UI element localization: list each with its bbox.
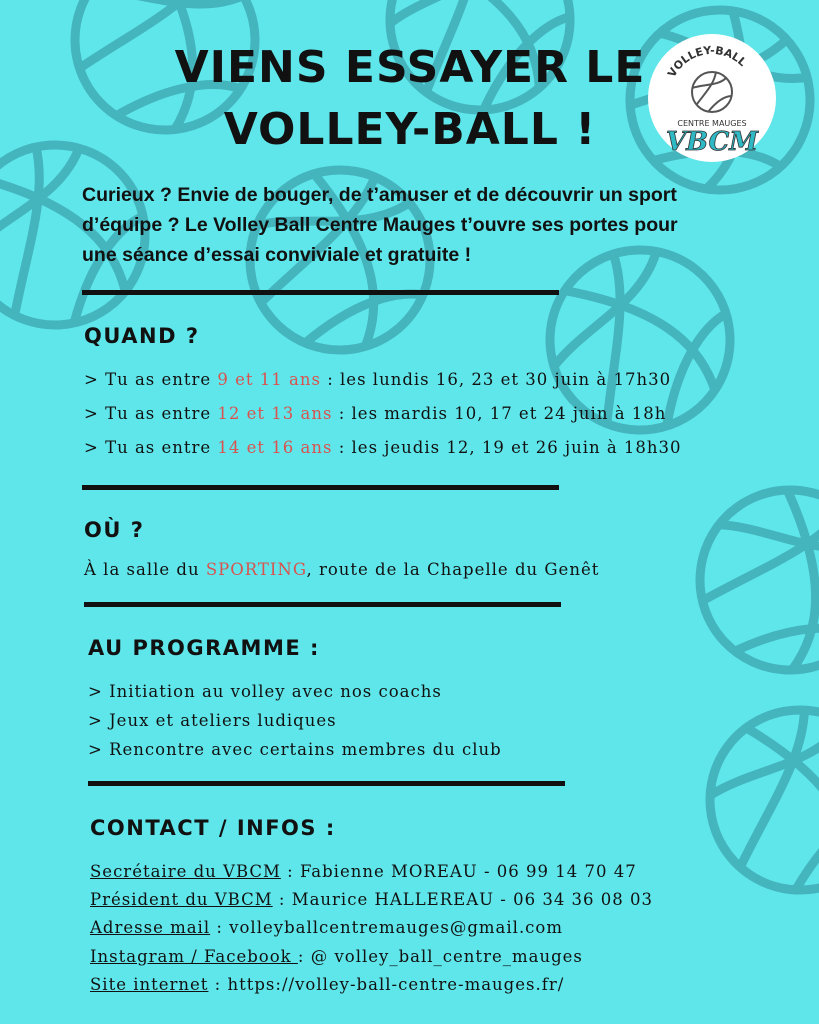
ou-location bbox=[84, 560, 599, 579]
divider bbox=[82, 485, 559, 490]
programme-heading: AU PROGRAMME : bbox=[88, 636, 320, 660]
quand-item-prefix: > Tu as entre bbox=[84, 438, 218, 457]
ou-rest: , route de la Chapelle du Genêt bbox=[306, 560, 600, 579]
divider bbox=[84, 602, 561, 607]
club-logo bbox=[648, 34, 776, 162]
quand-item-age: 14 et 16 ans bbox=[217, 438, 333, 457]
logo-monogram: VBCM bbox=[665, 127, 759, 157]
contact-item bbox=[90, 975, 564, 994]
contact-heading: CONTACT / INFOS : bbox=[90, 816, 336, 840]
contact-value: : @ volley_ball_centre_mauges bbox=[297, 947, 583, 966]
intro-text: Curieux ? Envie de bouger, de t’amuser et de découvrir un sport d’équipe ? Le Volley Ball Centre Mauges t’ouvre ses portes pour une séance d’essai conviviale et gratuite ! bbox=[82, 184, 678, 266]
quand-item-dates: : les mardis 10, 17 et 24 juin à 18h bbox=[332, 404, 667, 423]
contact-value: : volleyballcentremauges@gmail.com bbox=[210, 918, 564, 937]
volleyball-logo-icon bbox=[648, 34, 776, 162]
contact-label: Adresse mail bbox=[90, 918, 211, 937]
ou-prefix: À la salle du bbox=[84, 560, 206, 579]
contact-label: Instagram / Facebook bbox=[90, 947, 298, 966]
contact-item bbox=[90, 947, 583, 966]
contact-label: Secrétaire du VBCM bbox=[90, 862, 281, 881]
divider bbox=[88, 781, 565, 786]
quand-item bbox=[84, 370, 671, 389]
quand-heading: QUAND ? bbox=[84, 324, 200, 348]
quand-item-age: 9 et 11 ans bbox=[217, 370, 321, 389]
logo-sub-text: CENTRE MAUGES bbox=[677, 119, 747, 128]
quand-item-dates: : les jeudis 12, 19 et 26 juin à 18h30 bbox=[332, 438, 682, 457]
contact-item bbox=[90, 862, 637, 881]
divider bbox=[82, 290, 559, 295]
quand-item bbox=[84, 404, 666, 423]
quand-item-age: 12 et 13 ans bbox=[217, 404, 333, 423]
logo-arc-text: VOLLEY-BALL bbox=[665, 43, 749, 80]
ou-place: SPORTING bbox=[205, 560, 307, 579]
contact-item bbox=[90, 918, 563, 937]
contact-item bbox=[90, 890, 653, 909]
title-line-1: VIENS ESSAYER LE bbox=[174, 42, 646, 93]
contact-value: : Fabienne MOREAU - 06 99 14 70 47 bbox=[280, 862, 637, 881]
quand-item bbox=[84, 438, 682, 457]
programme-item: > Jeux et ateliers ludiques bbox=[88, 711, 337, 730]
quand-item-prefix: > Tu as entre bbox=[84, 370, 218, 389]
contact-value: : https://volley-ball-centre-mauges.fr/ bbox=[208, 975, 565, 994]
programme-item: > Initiation au volley avec nos coachs bbox=[88, 682, 442, 701]
contact-label: Site internet bbox=[90, 975, 209, 994]
quand-item-dates: : les lundis 16, 23 et 30 juin à 17h30 bbox=[320, 370, 672, 389]
programme-item: > Rencontre avec certains membres du club bbox=[88, 740, 502, 759]
contact-label: Président du VBCM bbox=[90, 890, 273, 909]
ou-heading: OÙ ? bbox=[84, 518, 145, 542]
quand-item-prefix: > Tu as entre bbox=[84, 404, 218, 423]
title-line-2: VOLLEY-BALL ! bbox=[223, 104, 597, 155]
contact-value: : Maurice HALLEREAU - 06 34 36 08 03 bbox=[272, 890, 654, 909]
